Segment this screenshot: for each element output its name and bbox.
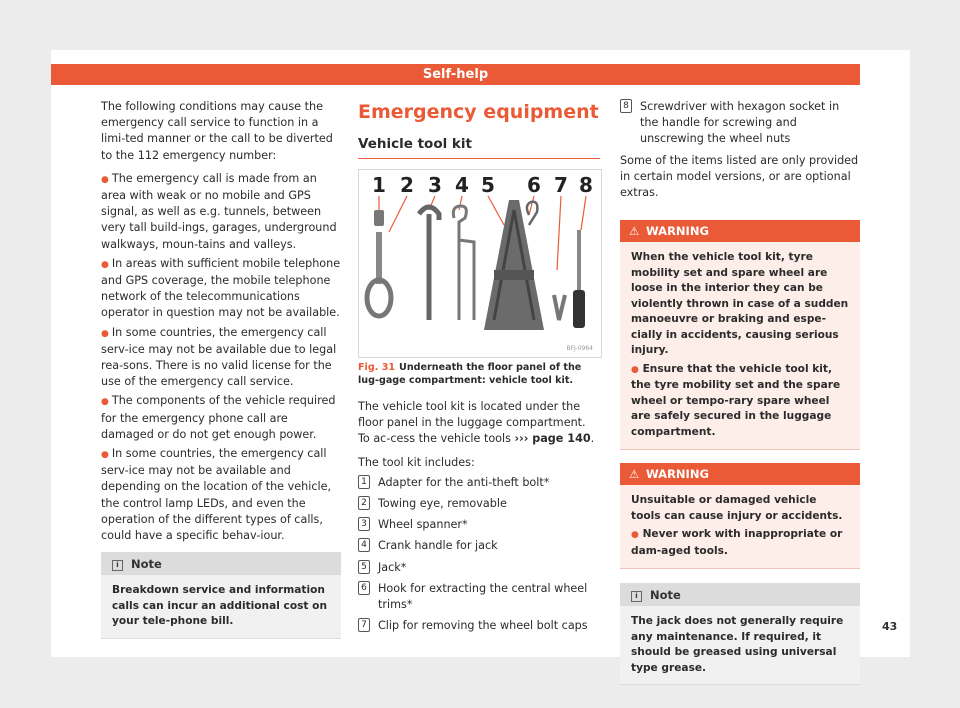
left-column bbox=[101, 99, 341, 639]
item-text: Screwdriver with hexagon socket in the handle for screwing and unscrewing the wheel nuts bbox=[640, 100, 840, 146]
warning-body bbox=[620, 242, 860, 449]
item-number: 5 bbox=[358, 560, 370, 574]
item-number: 6 bbox=[358, 581, 370, 595]
warning-header bbox=[620, 220, 860, 242]
item-text: Wheel spanner* bbox=[378, 518, 468, 532]
title-rule bbox=[358, 158, 600, 159]
middle-column bbox=[358, 100, 600, 159]
warning-text: When the vehicle tool kit, tyre mobility set and spare wheel are loose in the interior they can be violently thrown in case of a sudden manoeuvre or braking and espe-cially in accidents, causing serious injury. bbox=[631, 251, 849, 357]
bullet-icon: ● bbox=[101, 328, 109, 339]
warning-box-2 bbox=[620, 463, 860, 569]
bullet-icon: ● bbox=[101, 259, 109, 270]
figure-callout-number: 3 bbox=[428, 173, 442, 197]
bullet-icon: ● bbox=[101, 397, 109, 408]
note-heading: Note bbox=[131, 557, 162, 572]
warning-icon: ⚠ bbox=[629, 467, 640, 482]
item-text: Adapter for the anti-theft bolt* bbox=[378, 475, 550, 489]
list-item bbox=[358, 475, 600, 491]
page-number: 43 bbox=[882, 620, 898, 633]
item-text: Crank handle for jack bbox=[378, 539, 498, 553]
warning-body bbox=[620, 485, 860, 568]
page-link[interactable]: ››› page 140 bbox=[514, 432, 591, 446]
list-item bbox=[358, 618, 600, 634]
condition-item: ● In some countries, the emergency call serv-ice may not be available and depending on the location of the vehicle, the control lamp LEDs, and even the operation of the different types of calls, could have a specific behav-iour. bbox=[101, 447, 332, 543]
info-icon: i bbox=[631, 591, 642, 602]
item-text: Towing eye, removable bbox=[378, 497, 507, 511]
tools bbox=[367, 200, 585, 330]
warning-bullet: ● Ensure that the vehicle tool kit, the tyre mobility set and the spare wheel or tempo-rary spare wheel are safely secured in the luggage compartment. bbox=[631, 362, 841, 438]
figure-callout-number: 7 bbox=[554, 173, 568, 197]
warning-header bbox=[620, 463, 860, 485]
warning-box-1 bbox=[620, 220, 860, 450]
figure-callout-number: 2 bbox=[400, 173, 414, 197]
warning-heading: WARNING bbox=[646, 224, 709, 239]
list-item bbox=[358, 517, 600, 533]
warning-heading: WARNING bbox=[646, 467, 709, 482]
optional-note: Some of the items listed are only provided in certain model versions, or are optional extras. bbox=[620, 153, 859, 200]
tool-list bbox=[358, 475, 600, 635]
note-text: The jack does not generally require any maintenance. If required, it should be greased using universal type grease. bbox=[631, 615, 844, 674]
note-text: Breakdown service and information calls can incur an additional cost on your tele-phone bill. bbox=[112, 584, 327, 628]
info-icon: i bbox=[112, 560, 123, 571]
item-number: 3 bbox=[358, 517, 370, 531]
warning-bullet: ● Never work with inappropriate or dam-aged tools. bbox=[631, 528, 843, 557]
callout-lines bbox=[379, 196, 586, 270]
figure-callout-number: 8 bbox=[579, 173, 593, 197]
warning-text: Unsuitable or damaged vehicle tools can cause injury or accidents. bbox=[631, 494, 843, 522]
item-text: Clip for removing the wheel bolt caps bbox=[378, 619, 588, 633]
figure-callout-number: 1 bbox=[372, 173, 386, 197]
item-number: 1 bbox=[358, 475, 370, 489]
tool-kit-illustration bbox=[359, 170, 601, 357]
section-title: Emergency equipment bbox=[358, 101, 599, 123]
warning-icon: ⚠ bbox=[629, 224, 640, 239]
figure-code: BFJ-0964 bbox=[566, 345, 593, 352]
condition-item: ● The emergency call is made from an area with weak or no mobile and GPS signal, as well as e.g. tunnels, between very tall build-ings, garages, underground walkways, moun-tains and valleys. bbox=[101, 171, 337, 251]
figure-callout-number: 6 bbox=[527, 173, 541, 197]
list-item bbox=[358, 538, 600, 554]
item-text: Jack* bbox=[378, 560, 407, 574]
figure-callout-number: 5 bbox=[481, 173, 495, 197]
figure-callout-number: 4 bbox=[455, 173, 469, 197]
note-box bbox=[101, 552, 341, 639]
item-number: 2 bbox=[358, 496, 370, 510]
note-header bbox=[620, 584, 860, 606]
item-number: 8 bbox=[620, 99, 632, 113]
figure-caption-text: Underneath the floor panel of the lug-gage compartment: vehicle tool kit. bbox=[358, 362, 582, 386]
section-header: Self-help bbox=[51, 64, 860, 85]
figure-caption bbox=[358, 361, 600, 387]
note-box-right bbox=[620, 583, 860, 685]
intro-text: The following conditions may cause the emergency call service to function in a limi-ted manner or the call to be diverted to the 112 emergency number: bbox=[101, 100, 333, 162]
note-header bbox=[101, 553, 341, 575]
note-heading: Note bbox=[650, 588, 681, 603]
list-item bbox=[358, 560, 600, 576]
list-item bbox=[620, 99, 860, 148]
condition-item: ● The components of the vehicle required for the emergency phone call are damaged or do not get enough power. bbox=[101, 394, 336, 441]
item-text: Hook for extracting the central wheel trims* bbox=[378, 581, 588, 612]
tool-kit-location: The vehicle tool kit is located under the floor panel in the luggage compartment. To ac-cess the vehicle tools ››› page 140. bbox=[358, 400, 595, 446]
condition-item: ● In areas with sufficient mobile telephone and GPS coverage, the mobile telephone network of the telecommunications operator in question may not be available. bbox=[101, 256, 341, 320]
middle-column-text bbox=[358, 361, 600, 639]
figure-label: Fig. 31 bbox=[358, 362, 396, 373]
tool-kit-figure bbox=[358, 169, 602, 358]
list-intro: The tool kit includes: bbox=[358, 455, 475, 469]
list-item bbox=[358, 496, 600, 512]
bullet-icon: ● bbox=[101, 174, 109, 185]
condition-list bbox=[101, 171, 341, 544]
subsection-title: Vehicle tool kit bbox=[358, 136, 472, 152]
item-number: 7 bbox=[358, 618, 370, 632]
list-item bbox=[358, 581, 600, 613]
bullet-icon: ● bbox=[101, 450, 109, 461]
item-number: 4 bbox=[358, 538, 370, 552]
right-column bbox=[620, 99, 860, 685]
condition-item: ● In some countries, the emergency call serv-ice may not be available due to legal rea-sons. There is no valid license for the use of the emergency call service. bbox=[101, 325, 337, 389]
